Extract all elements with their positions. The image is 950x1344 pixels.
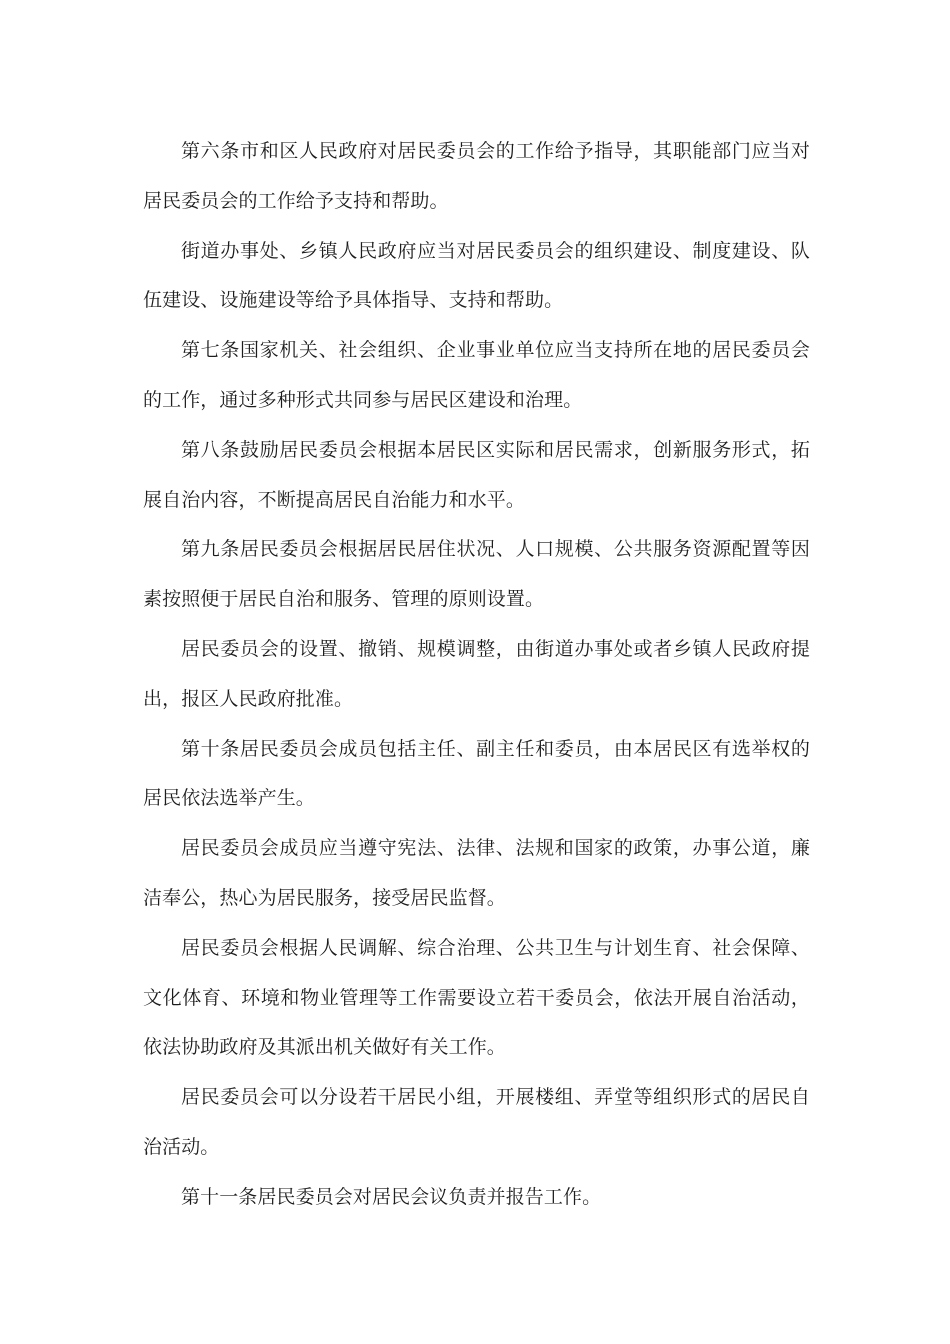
paragraph-article-10: 第十条居民委员会成员包括主任、副主任和委员，由本居民区有选举权的居民依法选举产生。 [143,737,810,810]
paragraph-street-office-guidance: 街道办事处、乡镇人民政府应当对居民委员会的组织建设、制度建设、队伍建设、设施建设等给予具体指导、支持和帮助。 [143,239,810,312]
paragraph-sub-committees: 居民委员会根据人民调解、综合治理、公共卫生与计划生育、社会保障、文化体育、环境和物业管理等工作需要设立若干委员会，依法开展自治活动，依法协助政府及其派出机关做好有关工作。 [143,936,810,1059]
paragraph-article-9: 第九条居民委员会根据居民居住状况、人口规模、公共服务资源配置等因素按照便于居民自治和服务、管理的原则设置。 [143,538,810,611]
paragraph-article-8: 第八条鼓励居民委员会根据本居民区实际和居民需求，创新服务形式，拓展自治内容，不断提高居民自治能力和水平。 [143,438,810,511]
paragraph-article-6: 第六条市和区人民政府对居民委员会的工作给予指导，其职能部门应当对居民委员会的工作给予支持和帮助。 [143,140,810,212]
paragraph-article-7: 第七条国家机关、社会组织、企业事业单位应当支持所在地的居民委员会的工作，通过多种形式共同参与居民区建设和治理。 [143,339,810,411]
paragraph-member-conduct: 居民委员会成员应当遵守宪法、法律、法规和国家的政策，办事公道，廉洁奉公，热心为居民服务，接受居民监督。 [143,837,810,909]
paragraph-article-11: 第十一条居民委员会对居民会议负责并报告工作。 [181,1185,602,1208]
document-body [143,127,810,1223]
paragraph-committee-setup-approval: 居民委员会的设置、撤销、规模调整，由街道办事处或者乡镇人民政府提出，报区人民政府批准。 [143,637,810,710]
paragraph-resident-groups: 居民委员会可以分设若干居民小组，开展楼组、弄堂等组织形式的居民自治活动。 [143,1086,810,1158]
